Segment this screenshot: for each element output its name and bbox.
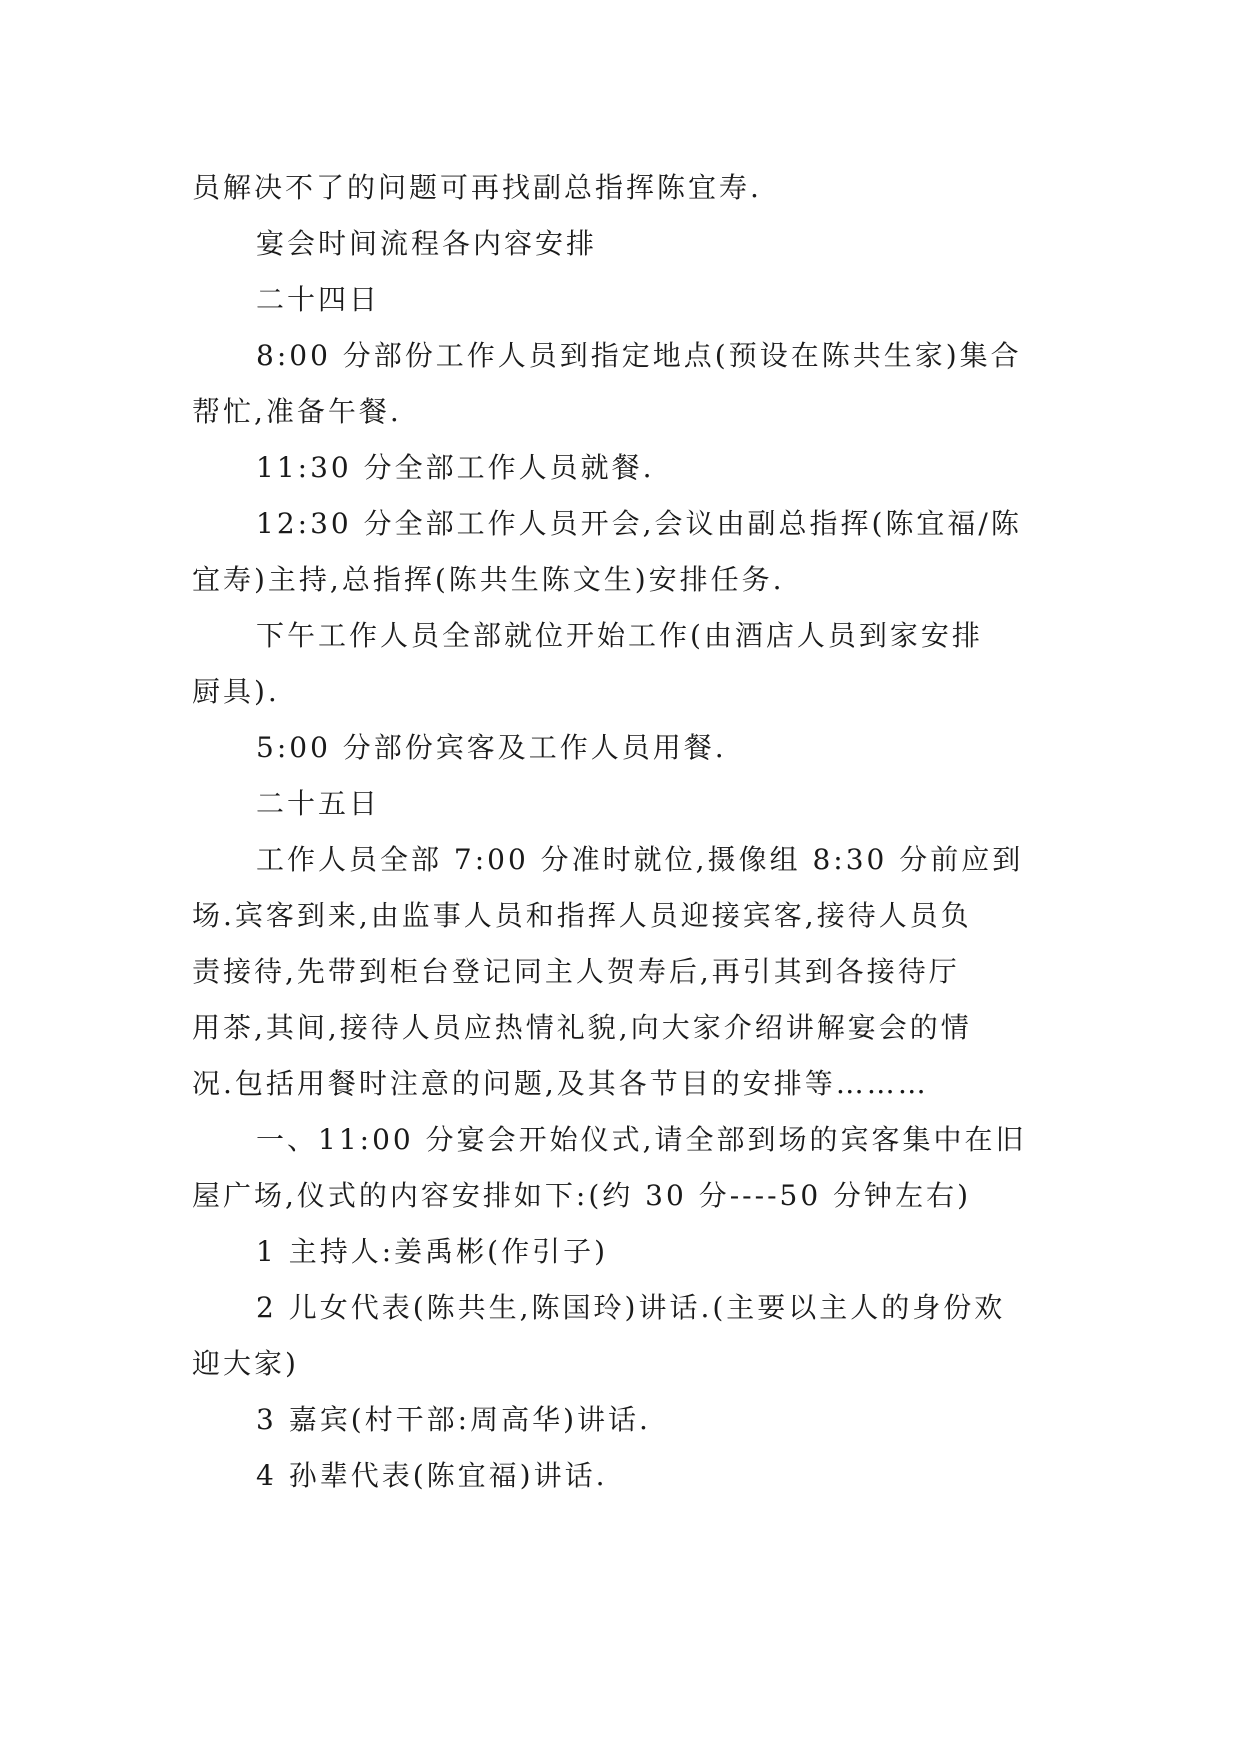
text-line: 5:00 分部份宾客及工作人员用餐.	[256, 731, 727, 764]
text-line: 员解决不了的问题可再找副总指挥陈宜寿.	[192, 171, 762, 204]
list-item: 1 主持人:姜禹彬(作引子)	[256, 1235, 608, 1268]
day-heading: 二十五日	[256, 787, 381, 820]
paragraph	[192, 496, 1050, 552]
list-item: 3 嘉宾(村干部:周高华)讲话.	[256, 1403, 651, 1436]
paragraph	[192, 440, 1050, 496]
paragraph	[192, 216, 1050, 272]
paragraph-continuation	[192, 1168, 1050, 1224]
text-line: 场.宾客到来,由监事人员和指挥人员迎接宾客,接待人员负	[192, 899, 972, 932]
paragraph-continuation	[192, 888, 1050, 1112]
paragraph	[192, 776, 1050, 832]
text-line: 责接待,先带到柜台登记同主人贺寿后,再引其到各接待厅	[192, 955, 960, 988]
paragraph	[192, 1280, 1050, 1336]
text-line: 下午工作人员全部就位开始工作(由酒店人员到家安排	[256, 619, 983, 652]
paragraph	[192, 272, 1050, 328]
paragraph-continuation	[192, 1336, 1050, 1392]
paragraph	[192, 1112, 1050, 1168]
text-line: 一、11:00 分宴会开始仪式,请全部到场的宾客集中在旧	[256, 1123, 1027, 1156]
text-line: 迎大家)	[192, 1347, 299, 1380]
text-line: 11:30 分全部工作人员就餐.	[256, 451, 655, 484]
list-item: 4 孙辈代表(陈宜福)讲话.	[256, 1459, 608, 1492]
paragraph	[192, 328, 1050, 384]
paragraph	[192, 608, 1050, 664]
paragraph	[192, 1392, 1050, 1448]
day-heading: 二十四日	[256, 283, 381, 316]
text-line: 宜寿)主持,总指挥(陈共生陈文生)安排任务.	[192, 563, 785, 596]
text-line: 8:00 分部份工作人员到指定地点(预设在陈共生家)集合	[256, 339, 1022, 372]
text-line: 12:30 分全部工作人员开会,会议由副总指挥(陈宜福/陈	[256, 507, 1022, 540]
paragraph-continuation	[192, 664, 1050, 720]
section-heading: 宴会时间流程各内容安排	[256, 227, 598, 260]
text-line: 况.包括用餐时注意的问题,及其各节目的安排等………	[192, 1067, 929, 1100]
paragraph	[192, 720, 1050, 776]
list-item: 2 儿女代表(陈共生,陈国玲)讲话.(主要以主人的身份欢	[256, 1291, 1006, 1324]
document-body	[192, 160, 1050, 1504]
text-line: 厨具).	[192, 675, 280, 708]
paragraph-continuation	[192, 552, 1050, 608]
paragraph	[192, 832, 1050, 888]
paragraph-continuation	[192, 384, 1050, 440]
paragraph	[192, 160, 1050, 216]
text-line: 帮忙,准备午餐.	[192, 395, 402, 428]
paragraph	[192, 1224, 1050, 1280]
paragraph	[192, 1448, 1050, 1504]
text-line: 工作人员全部 7:00 分准时就位,摄像组 8:30 分前应到	[256, 843, 1024, 876]
text-line: 用茶,其间,接待人员应热情礼貌,向大家介绍讲解宴会的情	[192, 1011, 972, 1044]
text-line: 屋广场,仪式的内容安排如下:(约 30 分----50 分钟左右)	[192, 1179, 971, 1212]
